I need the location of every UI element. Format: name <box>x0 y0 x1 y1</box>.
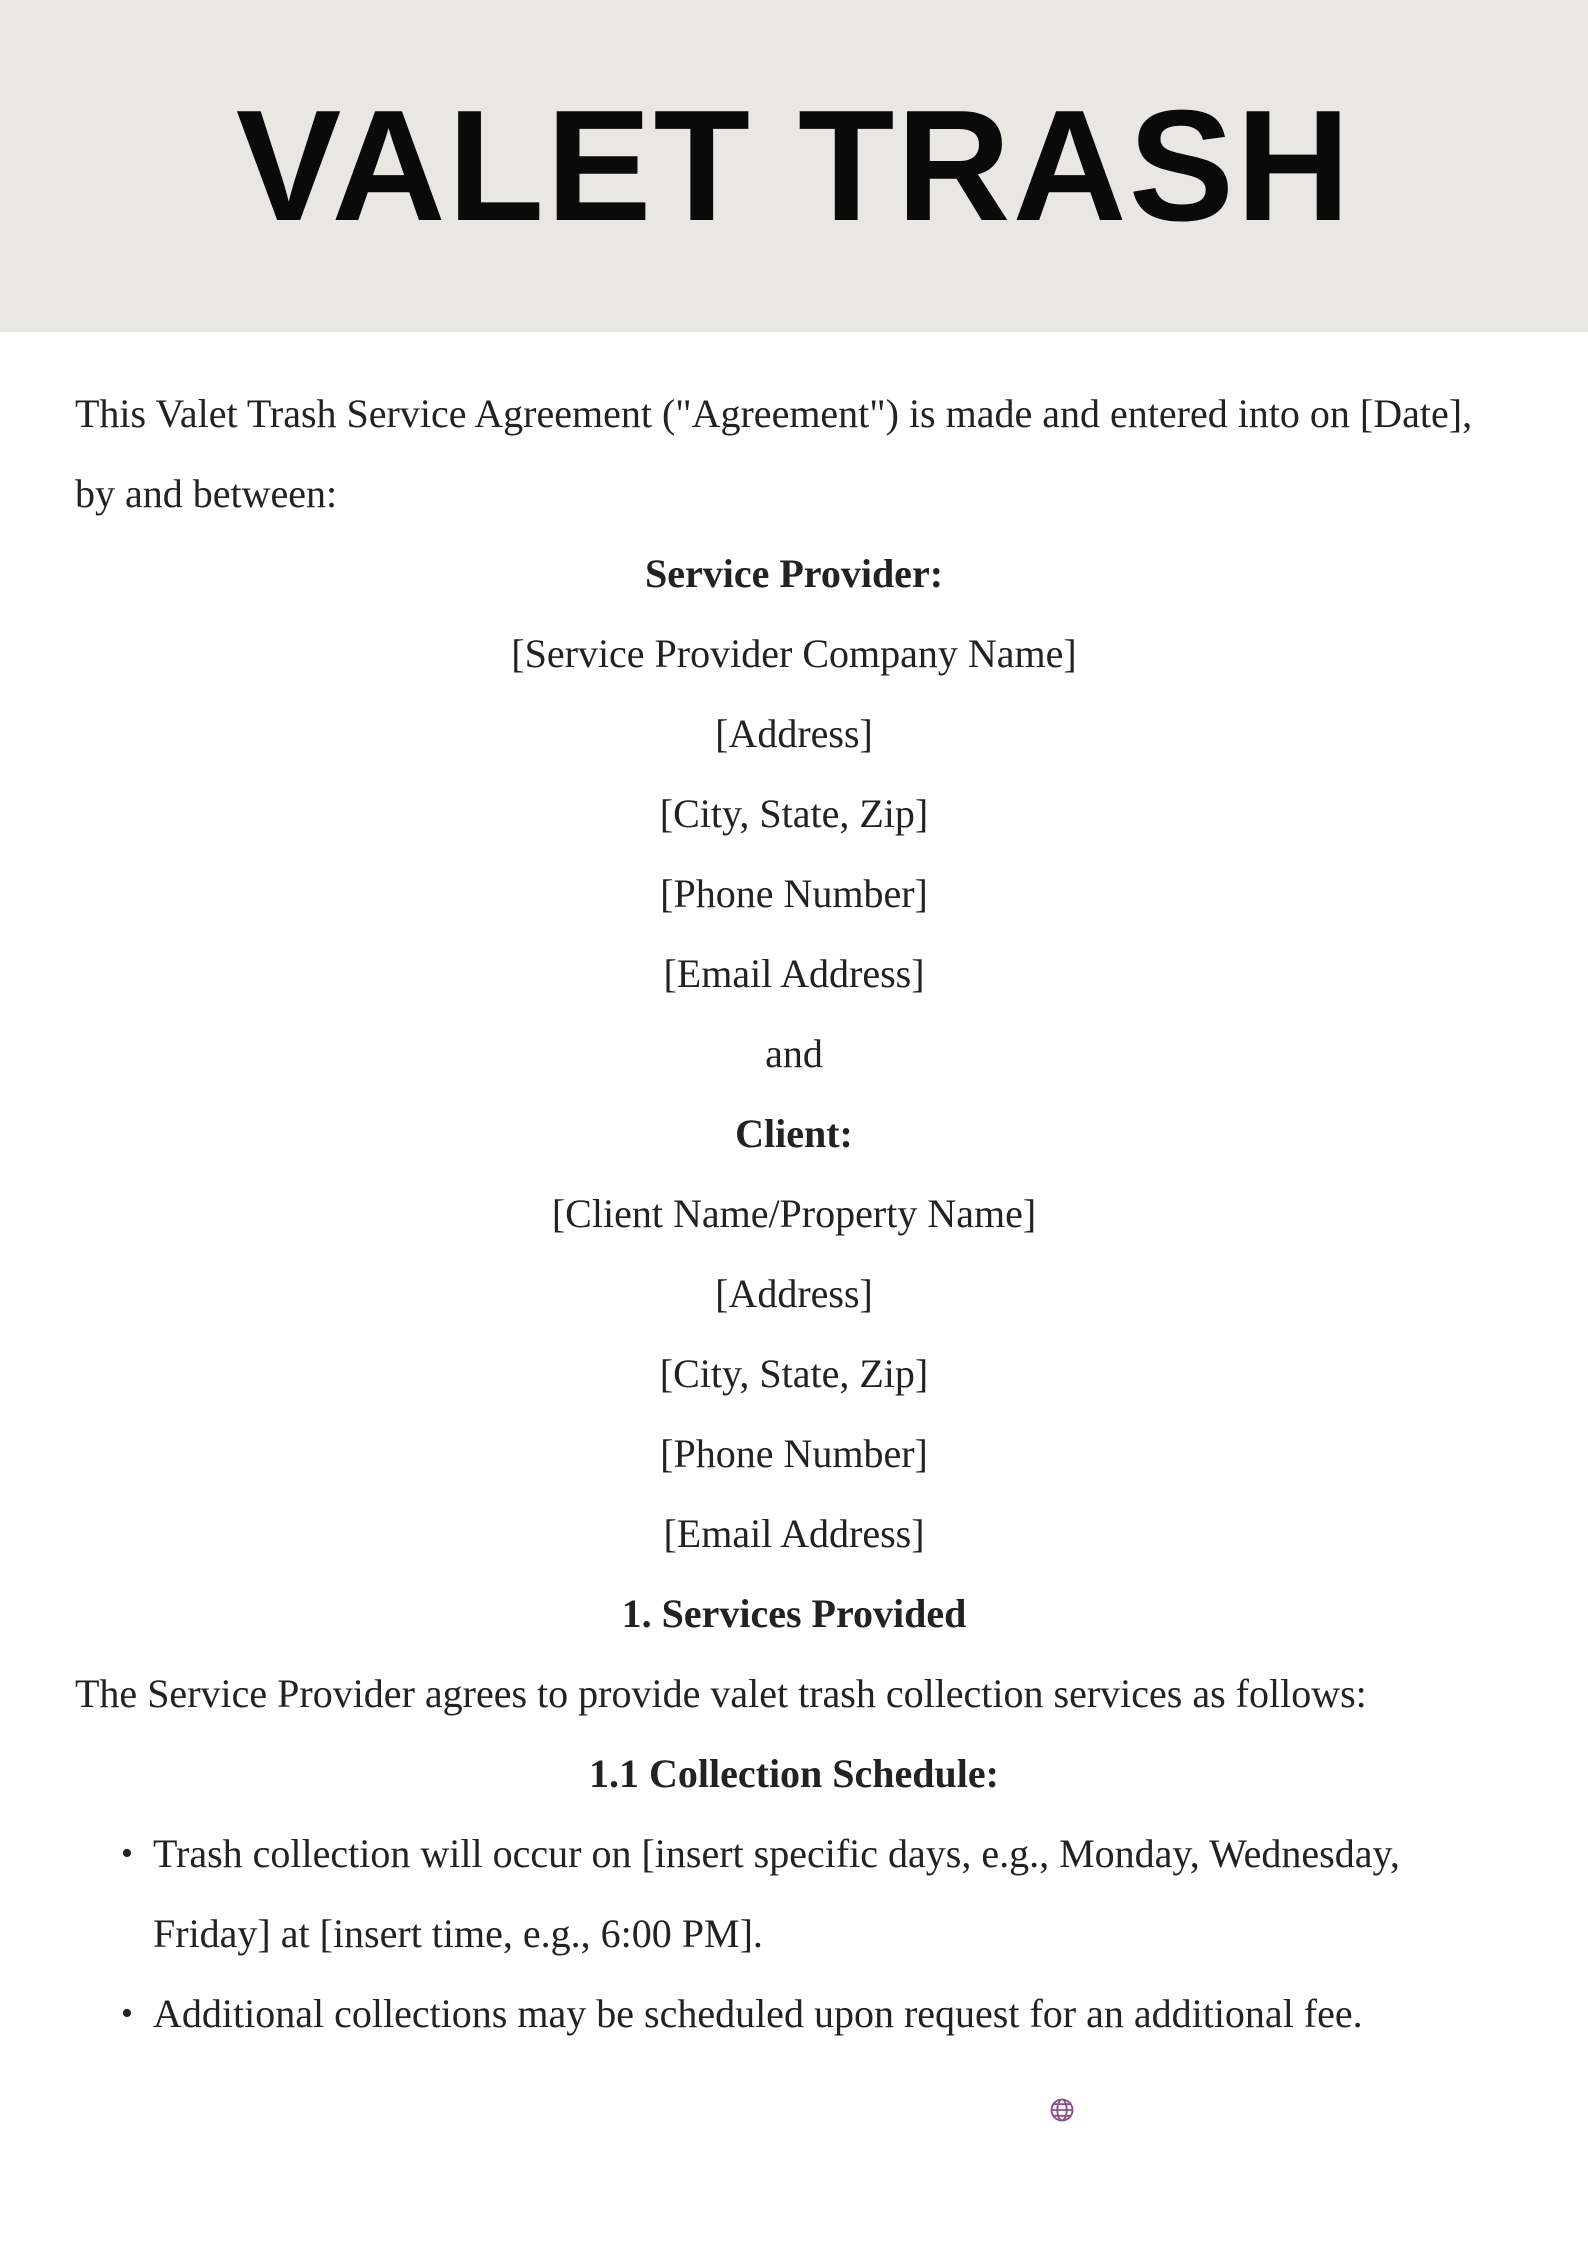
provider-company-line: [Service Provider Company Name] <box>511 631 1077 676</box>
client-city-line: [City, State, Zip] <box>659 1351 929 1396</box>
page-title: VALET TRASH <box>235 77 1353 254</box>
provider-phone-line: [Phone Number] <box>660 871 928 916</box>
section-1-body: The Service Provider agrees to provide valet trash collection services as follows: <box>75 1671 1367 1716</box>
client-email-line: [Email Address] <box>663 1511 925 1556</box>
collection-schedule-list <box>75 1814 1513 2054</box>
client-name-line: [Client Name/Property Name] <box>551 1191 1037 1236</box>
client-heading: Client: <box>735 1111 853 1156</box>
header-banner <box>0 0 1588 332</box>
connector-line: and <box>765 1031 823 1076</box>
provider-city-line: [City, State, Zip] <box>659 791 929 836</box>
globe-icon <box>1048 2096 1076 2124</box>
intro-paragraph: This Valet Trash Service Agreement ("Agreement") is made and entered into on [Date], by and between: <box>75 391 1473 516</box>
client-phone-line: [Phone Number] <box>660 1431 928 1476</box>
provider-email-line: [Email Address] <box>663 951 925 996</box>
section-1-heading: 1. Services Provided <box>621 1591 967 1636</box>
document-body <box>0 332 1588 2054</box>
section-1-1-heading: 1.1 Collection Schedule: <box>589 1751 999 1796</box>
list-item: • Additional collections may be scheduled upon request for an additional fee. <box>75 1974 1513 2054</box>
provider-address-line: [Address] <box>715 711 873 756</box>
list-item: • Trash collection will occur on [insert specific days, e.g., Monday, Wednesday, Friday] at [insert time, e.g., 6:00 PM]. <box>75 1814 1513 1974</box>
client-address-line: [Address] <box>715 1271 873 1316</box>
provider-heading: Service Provider: <box>644 551 944 596</box>
